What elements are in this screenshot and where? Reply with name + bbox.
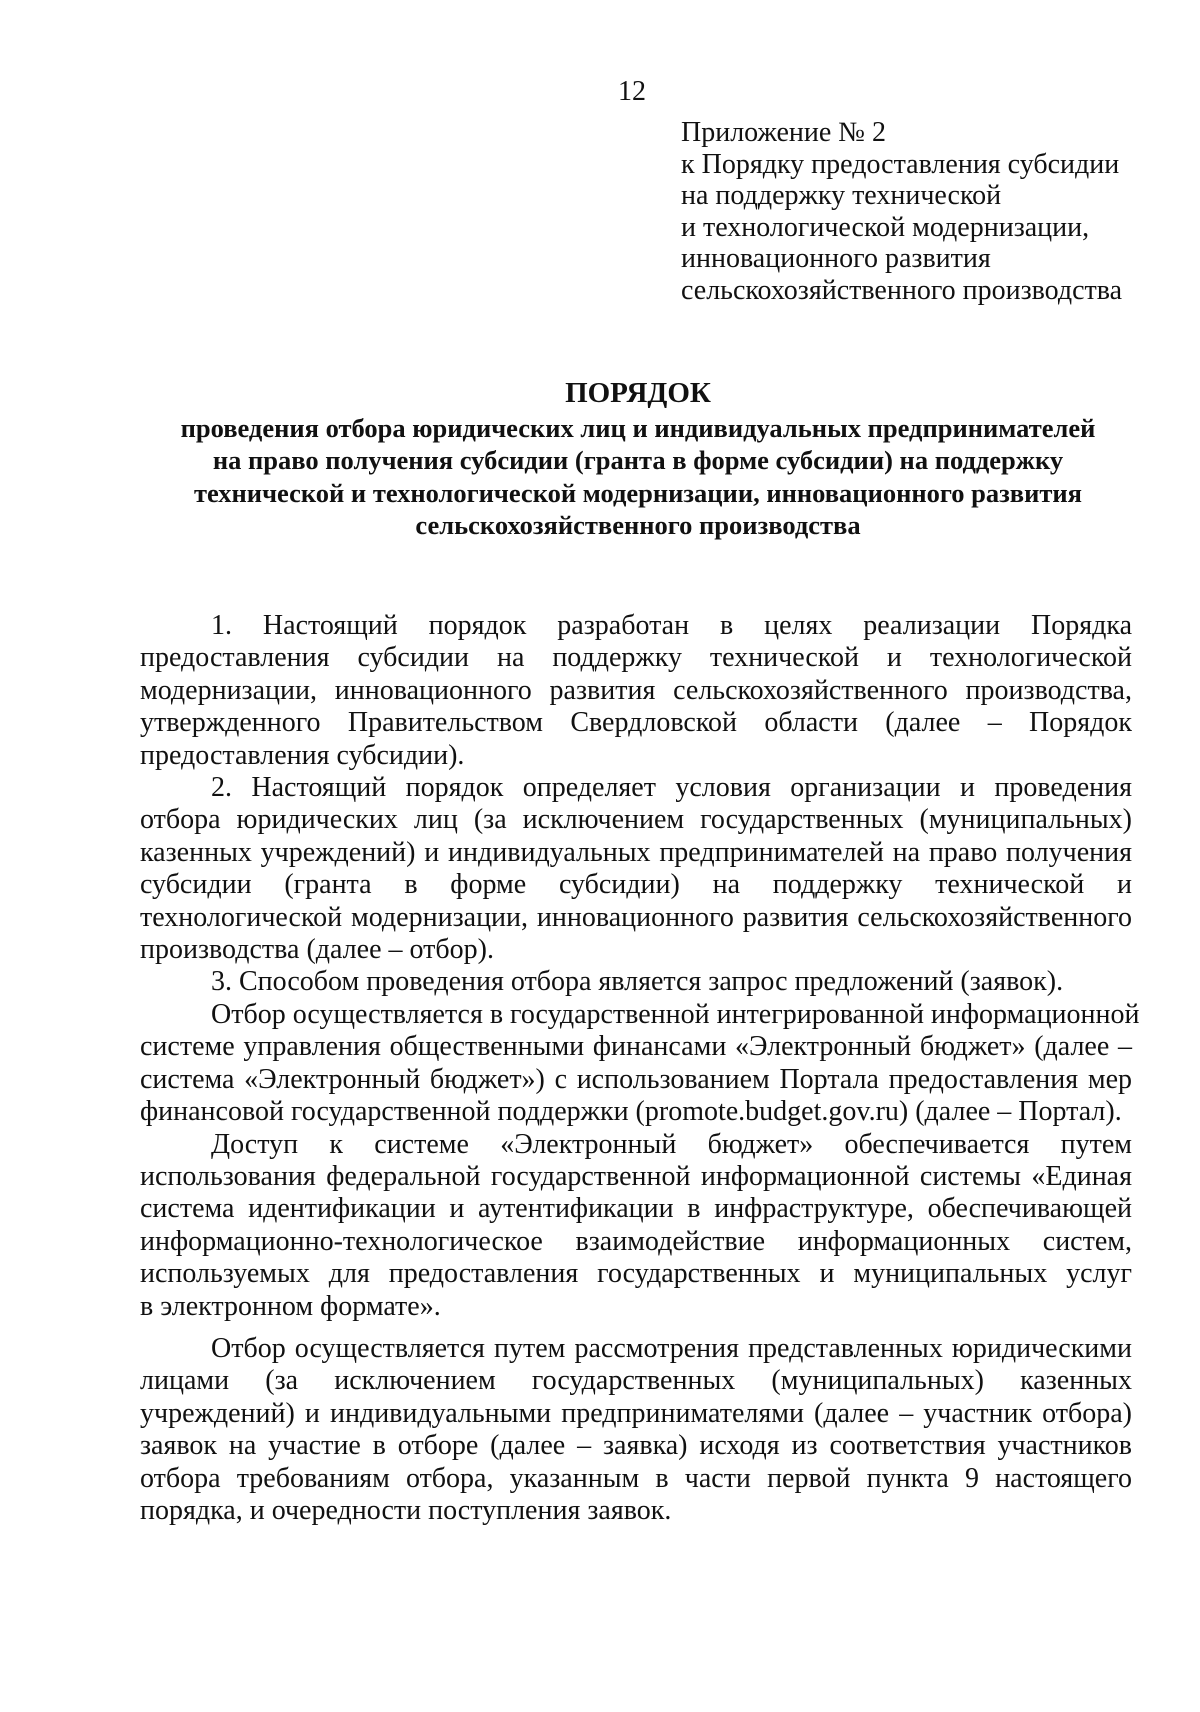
title-subtitle bbox=[140, 412, 1136, 541]
paragraph-1 bbox=[140, 610, 1132, 772]
appendix-header bbox=[681, 117, 1181, 307]
paragraph-line: система идентификации и аутентификации в инфраструктуре, обеспечивающей bbox=[140, 1193, 1132, 1225]
paragraph-line: производства (далее – отбор). bbox=[140, 934, 494, 966]
title-sub-line: проведения отбора юридических лиц и индивидуальных предпринимателей bbox=[180, 413, 1096, 443]
paragraph-3 bbox=[140, 966, 1132, 998]
paragraph-line: лицами (за исключением государственных (муниципальных) казенных bbox=[140, 1365, 1132, 1397]
appendix-line: инновационного развития bbox=[681, 243, 991, 275]
paragraph-line: Доступ к системе «Электронный бюджет» обеспечивается путем bbox=[211, 1128, 1132, 1160]
paragraph-line: 3. Способом проведения отбора является запрос предложений (заявок). bbox=[211, 966, 1064, 998]
paragraph-line: отбора юридических лиц (за исключением государственных (муниципальных) bbox=[140, 804, 1132, 836]
paragraph-line: порядка, и очередности поступления заявок. bbox=[140, 1494, 672, 1526]
document-title bbox=[140, 376, 1136, 541]
page-number: 12 bbox=[618, 76, 646, 107]
paragraph-line: в электронном формате». bbox=[140, 1290, 441, 1322]
paragraph-line: 2. Настоящий порядок определяет условия организации и проведения bbox=[211, 772, 1132, 804]
paragraph-line: информационно-технологическое взаимодействие информационных систем, bbox=[140, 1225, 1132, 1257]
paragraph-line: заявок на участие в отборе (далее – заявка) исходя из соответствия участников bbox=[140, 1430, 1132, 1462]
appendix-line: на поддержку технической bbox=[681, 180, 1002, 212]
paragraph-line: Отбор осуществляется в государственной интегрированной информационной bbox=[211, 998, 1140, 1030]
paragraph-line: финансовой государственной поддержки (promote.budget.gov.ru) (далее – Портал). bbox=[140, 1096, 1122, 1128]
paragraph-5 bbox=[140, 1129, 1132, 1323]
paragraph-line: Отбор осуществляется путем рассмотрения представленных юридическими bbox=[211, 1332, 1132, 1364]
paragraph-line: казенных учреждений) и индивидуальных предпринимателей на право получения bbox=[140, 836, 1132, 868]
paragraph-2 bbox=[140, 772, 1132, 966]
paragraph-line: утвержденного Правительством Свердловской области (далее – Порядок bbox=[140, 707, 1132, 739]
document-body bbox=[140, 610, 1140, 1527]
appendix-line: к Порядку предоставления субсидии bbox=[681, 148, 1120, 180]
paragraph-line: технологической модернизации, инновационного развития сельскохозяйственного bbox=[140, 901, 1132, 933]
appendix-line: сельскохозяйственного производства bbox=[681, 274, 1123, 306]
appendix-line: и технологической модернизации, bbox=[681, 211, 1090, 243]
paragraph-line: использования федеральной государственной информационной системы «Единая bbox=[140, 1160, 1132, 1192]
paragraph-line: модернизации, инновационного развития сельскохозяйственного производства, bbox=[140, 674, 1132, 706]
title-sub-line: на право получения субсидии (гранта в форме субсидии) на поддержку bbox=[212, 445, 1064, 476]
paragraph-line: предоставления субсидии на поддержку технической и технологической bbox=[140, 642, 1132, 674]
paragraph-line: предоставления субсидии). bbox=[140, 739, 465, 771]
title-sub-line: технической и технологической модернизации, инновационного развития bbox=[194, 477, 1082, 508]
appendix-line: Приложение № 2 bbox=[681, 117, 886, 148]
paragraph-line: 1. Настоящий порядок разработан в целях реализации Порядка bbox=[211, 610, 1132, 641]
paragraph-line: используемых для предоставления государственных и муниципальных услуг bbox=[140, 1258, 1132, 1290]
title-sub-line: сельскохозяйственного производства bbox=[415, 509, 861, 540]
title-main: ПОРЯДОК bbox=[565, 377, 711, 409]
paragraph-6 bbox=[140, 1333, 1132, 1527]
paragraph-line: системе управления общественными финансами «Электронный бюджет» (далее – bbox=[140, 1031, 1132, 1063]
paragraph-4 bbox=[140, 998, 1140, 1129]
paragraph-line: учреждений) и индивидуальными предпринимателями (далее – участник отбора) bbox=[140, 1397, 1132, 1429]
paragraph-line: система «Электронный бюджет») с использованием Портала предоставления мер bbox=[140, 1063, 1132, 1095]
paragraph-line: отбора требованиям отбора, указанным в части первой пункта 9 настоящего bbox=[140, 1462, 1132, 1494]
paragraph-line: субсидии (гранта в форме субсидии) на поддержку технической и bbox=[140, 869, 1132, 901]
